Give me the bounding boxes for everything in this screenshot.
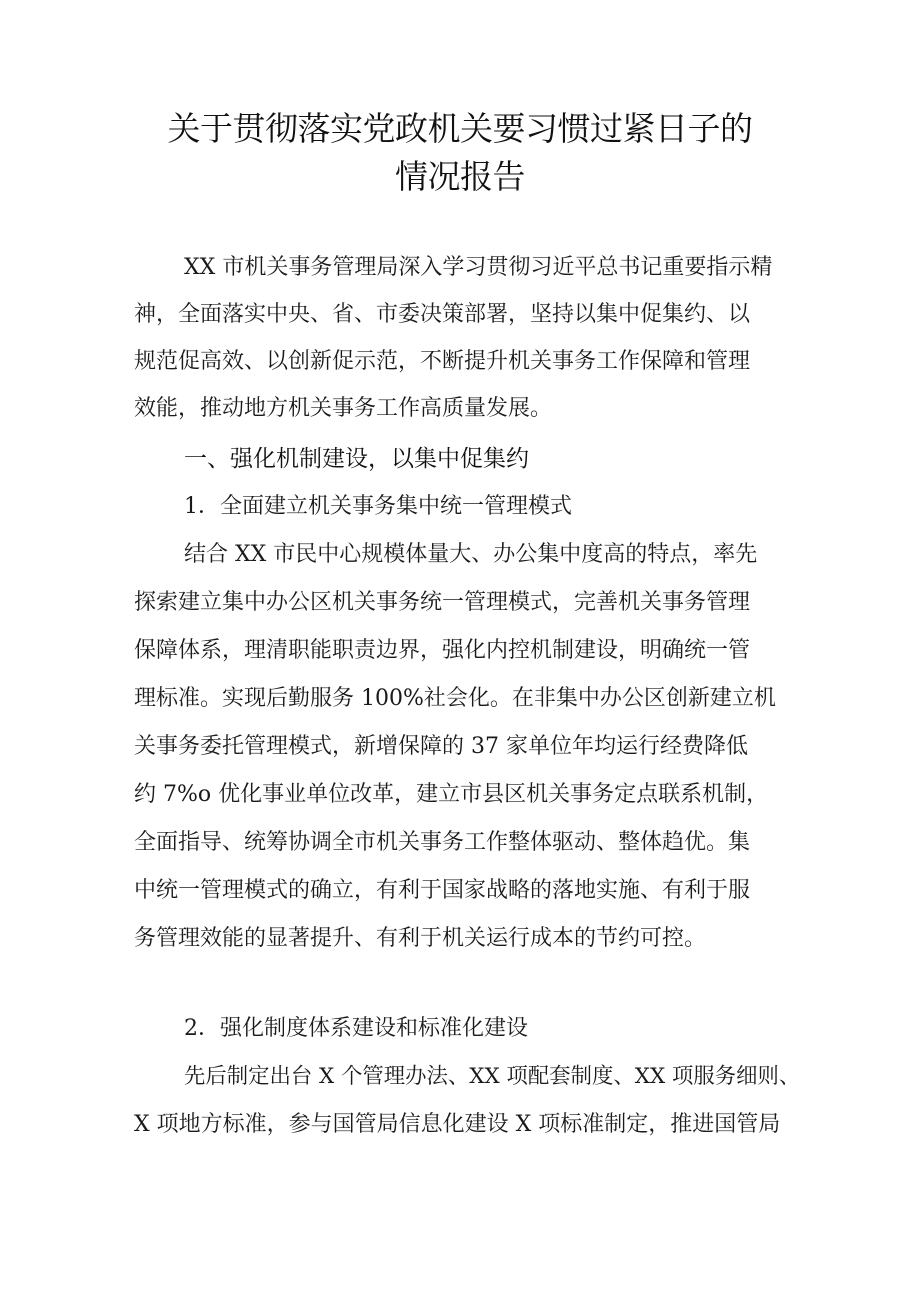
body-line: 关事务委托管理模式，新增保障的 37 家单位年均运行经费降低: [134, 734, 748, 759]
subsection-heading: 1．全面建立机关事务集中统一管理模式: [184, 494, 572, 519]
body-line: 结合 XX 市民中心规模体量大、办公集中度高的特点，率先: [184, 542, 758, 567]
intro-line: 效能，推动地方机关事务工作高质量发展。: [134, 396, 553, 421]
intro-line: 规范促高效、以创新促示范，不断提升机关事务工作保障和管理: [134, 349, 751, 374]
body-line: X 项地方标准，参与国管局信息化建设 X 项标准制定，推进国管局: [134, 1112, 781, 1137]
section-heading: 一、强化机制建设，以集中促集约: [184, 446, 529, 472]
intro-line: XX 市机关事务管理局深入学习贯彻习近平总书记重要指示精: [184, 255, 773, 280]
body-line: 务管理效能的显著提升、有利于机关运行成本的节约可控。: [134, 926, 707, 951]
body-line: 约 7%o 优化事业单位改革，建立市县区机关事务定点联系机制，: [134, 782, 769, 807]
subsection-heading: 2．强化制度体系建设和标准化建设: [184, 1016, 528, 1041]
body-line: 全面指导、统筹协调全市机关事务工作整体驱动、整体趋优。集: [134, 830, 751, 855]
body-line: 探索建立集中办公区机关事务统一管理模式，完善机关事务管理: [134, 590, 751, 615]
body-line: 中统一管理模式的确立，有利于国家战略的落地实施、有利于服: [134, 878, 751, 903]
intro-line: 神，全面落实中央、省、市委决策部署，坚持以集中促集约、以: [134, 302, 751, 327]
body-line: 理标准。实现后勤服务 100%社会化。在非集中办公区创新建立机: [134, 686, 776, 711]
body-line: 保障体系，理清职能职责边界，强化内控机制建设，明确统一管: [134, 638, 751, 663]
body-line: 先后制定出台 X 个管理办法、XX 项配套制度、XX 项服务细则、: [184, 1064, 801, 1089]
document-title-line2: 情况报告: [395, 157, 525, 196]
document-title-line1: 关于贯彻落实党政机关要习惯过紧日子的: [167, 109, 753, 148]
